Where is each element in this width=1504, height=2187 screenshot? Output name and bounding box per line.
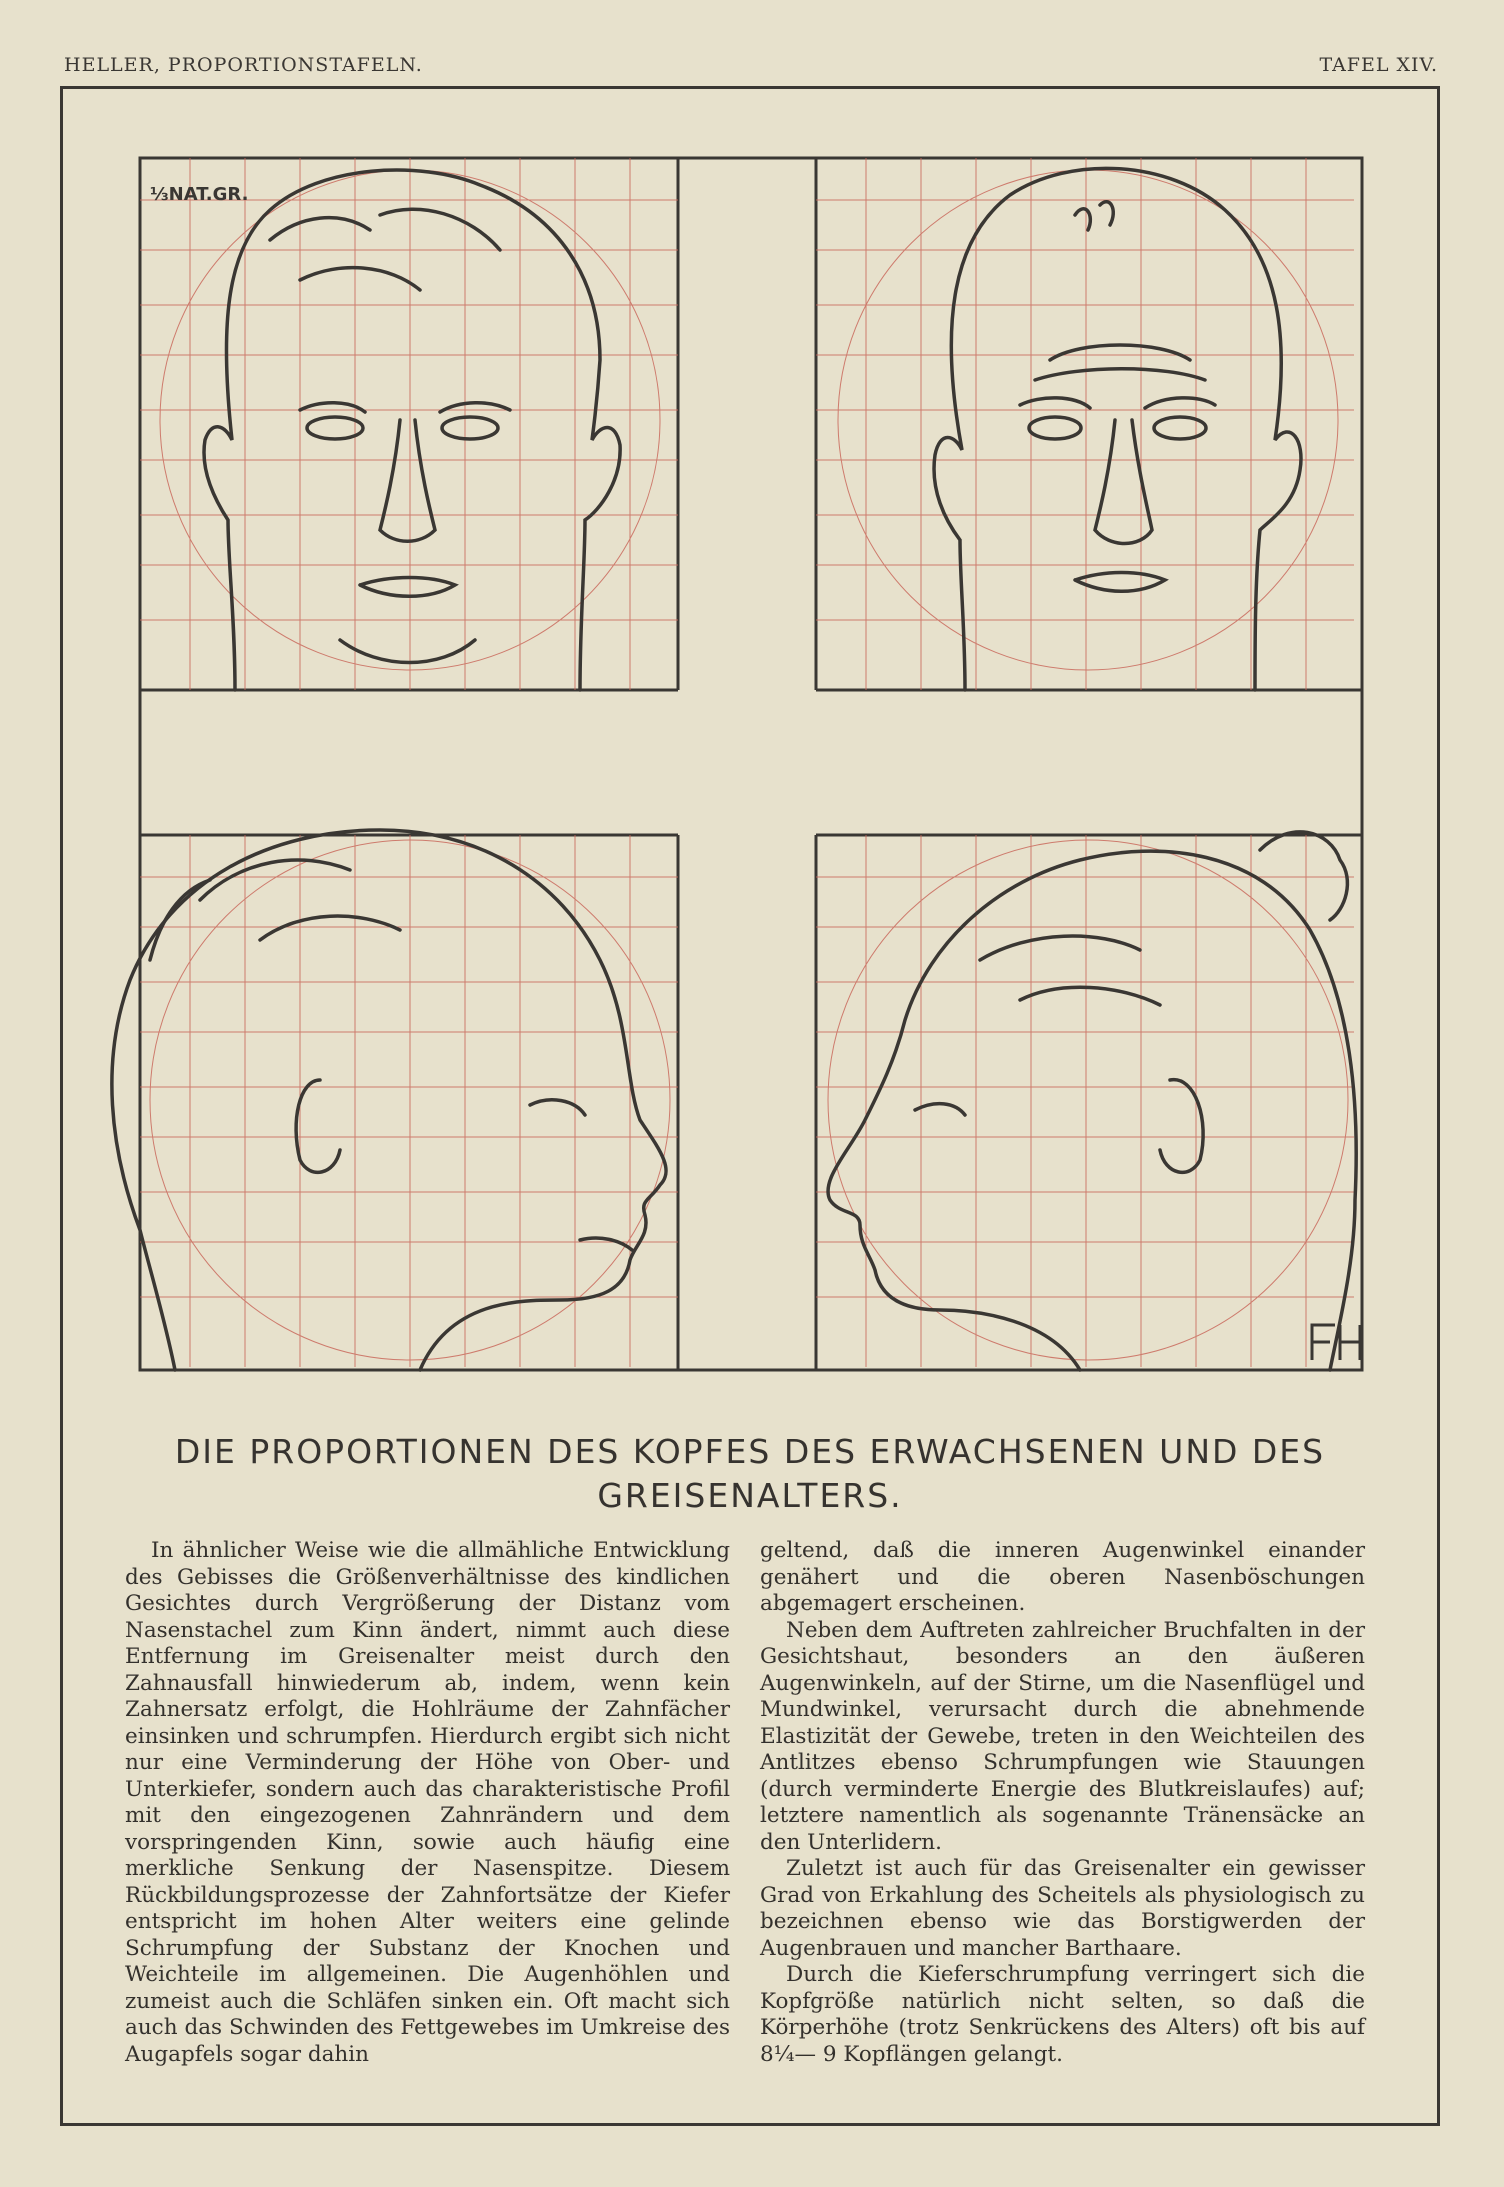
old-front-head (934, 168, 1301, 690)
text-column-left (125, 1538, 730, 2068)
paragraph: geltend, daß die inneren Augenwinkel einander genähert und die oberen Nasenböschungen abgemagert erscheinen. (760, 1538, 1365, 1616)
paragraph: Neben dem Auftreten zahlreicher Bruchfalten in der Gesichtshaut, besonders an den äußeren Augenwinkeln, auf der Stirne, um die Nasenflügel und Mundwinkel, verursacht durch die abnehmende Elastizität der Gewebe, treten in den Weichteilen des Antlitzes ebenso Schrumpfungen wie Stauungen (durch verminderte Energie des Blutkreislaufes) auf; letztere namentlich als sogenannte Tränensäcke an den Unterlidern. (760, 1617, 1365, 1855)
scale-label: ⅓NAT.GR. (150, 184, 249, 205)
paragraph: Durch die Kieferschrumpfung verringert sich die Kopfgröße natürlich nicht selten, so daß die Körperhöhe (trotz Senkrückens des Alters) oft bis auf 8¼— 9 Kopflängen gelangt. (760, 1962, 1365, 2067)
text-column-right (760, 1538, 1365, 2068)
paragraph: Zuletzt ist auch für das Greisenalter ein gewisser Grad von Erkahlung des Scheitels als physiologisch zu bezeichnen ebenso wie das Borstigwerden der Augenbrauen und mancher Barthaare. (760, 1856, 1365, 1961)
page-title: DIE PROPORTIONEN DES KOPFES DES ERWACHSENEN UND DES GREISENALTERS. (174, 1432, 1326, 1515)
adult-profile-head (112, 830, 666, 1370)
paragraph: In ähnlicher Weise wie die allmähliche Entwicklung des Gebisses die Größenverhältnisse des kindlichen Gesichtes durch Vergrößerung der Distanz vom Nasenstachel zum Kinn ändert, nimmt auch diese Entfernung im Greisenalter meist durch den Zahnausfall hinwiederum ab, indem, wenn kein Zahnersatz erfolgt, die Hohlräume der Zahnfächer einsinken und schrumpfen. Hierdurch ergibt sich nicht nur eine Verminderung der Höhe von Ober- und Unterkiefer, sondern auch das charakteristische Profil mit den eingezogenen Zahnrändern und dem vorspringenden Kinn, sowie auch häufig eine merkliche Senkung der Nasenspitze. Diesem Rückbildungsprozesse der Zahnfortsätze der Kiefer entspricht im hohen Alter weiters eine gelinde Schrumpfung der Substanz der Knochen und Weichteile im allgemeinen. Die Augenhöhlen und zumeist auch die Schläfen sinken ein. Oft macht sich auch das Schwinden des Fettgewebes im Umkreise des Augapfels sogar dahin (125, 1538, 730, 2067)
running-header-left: HELLER, PROPORTIONSTAFELN. (64, 54, 423, 76)
plate-number: TAFEL XIV. (1319, 54, 1438, 76)
adult-front-head (204, 170, 620, 690)
